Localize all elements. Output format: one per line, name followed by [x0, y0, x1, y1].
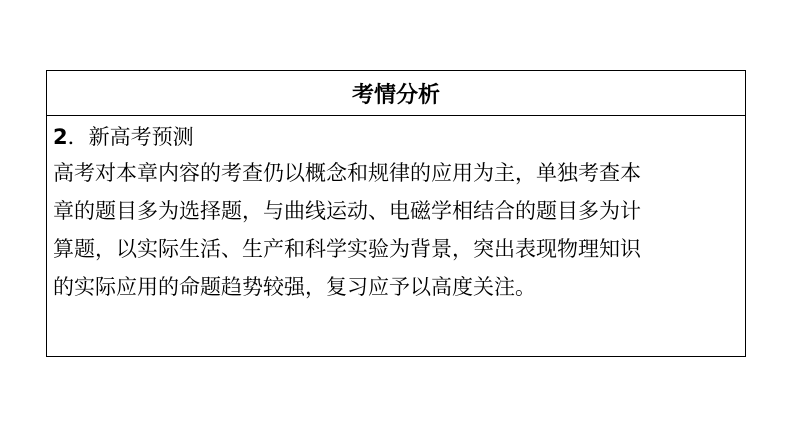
table-body-row [47, 116, 746, 357]
section-heading [53, 120, 739, 154]
section-number: 2 [53, 125, 68, 149]
paragraph-line-1: 高考对本章内容的考查仍以概念和规律的应用为主，单独考查本 [53, 161, 641, 185]
table-body-cell [47, 116, 746, 357]
paragraph-line-4: 的实际应用的命题趋势较强，复习应予以高度关注。 [53, 275, 536, 299]
paragraph-line-2: 章的题目多为选择题，与曲线运动、电磁学相结合的题目多为计 [53, 199, 641, 223]
analysis-table [46, 70, 746, 357]
paragraph-line-3: 算题，以实际生活、生产和科学实验为背景，突出表现物理知识 [53, 237, 641, 261]
table-header: 考情分析 [47, 71, 746, 116]
section-separator: ． [67, 125, 89, 149]
table-header-row [47, 71, 746, 116]
section-title: 新高考预测 [88, 125, 194, 149]
